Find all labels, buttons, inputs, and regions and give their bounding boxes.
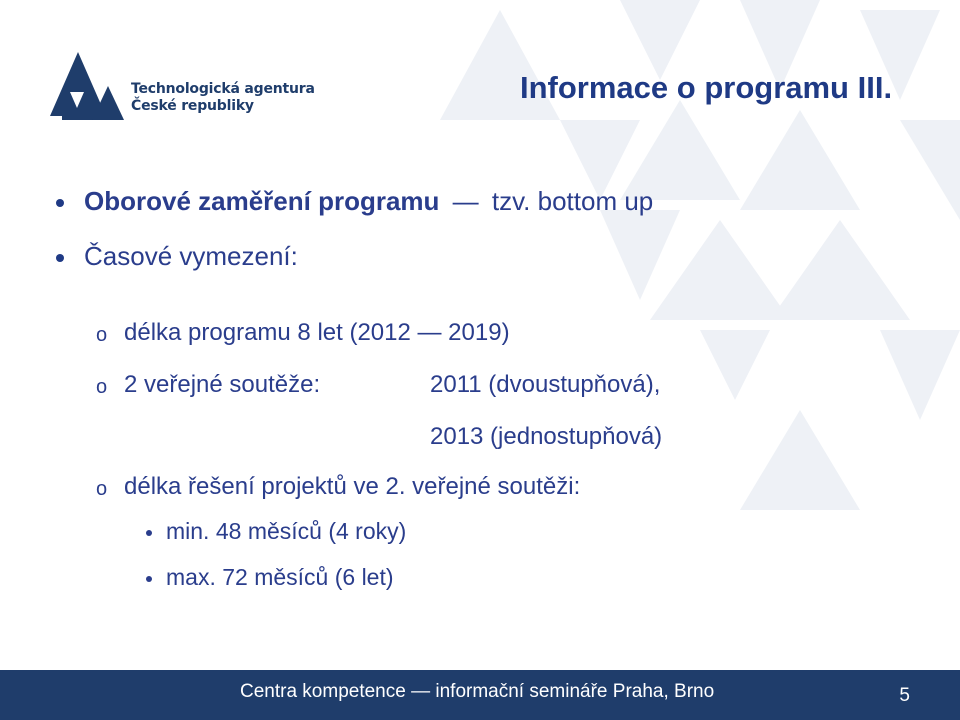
bullet-value: tzv. bottom up <box>491 186 654 216</box>
sub-item-marker: o <box>96 324 108 346</box>
sub-item-marker: o <box>96 478 108 500</box>
sub-sub-item-min: min. 48 měsíců (4 roky) <box>166 518 407 544</box>
bullet-time-scope <box>84 241 298 271</box>
page-number: 5 <box>899 685 910 706</box>
sub-item-competitions-label: 2 veřejné soutěže: <box>124 371 321 398</box>
logo-line-2: České republiky <box>131 98 254 114</box>
sub-item-competitions-value-1: 2011 (dvoustupňová), <box>430 371 661 398</box>
footer-text: Centra kompetence — informační semináře Praha, Brno <box>240 681 715 702</box>
bullet-label: Oborové zaměření programu <box>84 186 440 216</box>
bullet-label: Časové vymezení: <box>84 241 298 271</box>
sub-item-duration: délka programu 8 let (2012 — 2019) <box>124 319 510 346</box>
slide-title: Informace o programu III. <box>520 70 893 105</box>
logo-line-1: Technologická agentura <box>131 81 315 97</box>
bullet-dot <box>56 199 64 207</box>
sub-bullet-dot <box>146 576 152 582</box>
sub-item-marker: o <box>96 376 108 398</box>
sub-item-project-duration: délka řešení projektů ve 2. veřejné soutěži: <box>124 473 581 500</box>
bullet-orientation <box>84 186 653 216</box>
sub-bullet-dot <box>146 530 152 536</box>
sub-sub-item-max: max. 72 měsíců (6 let) <box>166 564 394 590</box>
sub-item-competitions-value-2: 2013 (jednostupňová) <box>430 423 663 450</box>
bullet-dash: — <box>452 186 479 216</box>
bullet-dot <box>56 254 64 262</box>
logo-text <box>131 81 315 115</box>
